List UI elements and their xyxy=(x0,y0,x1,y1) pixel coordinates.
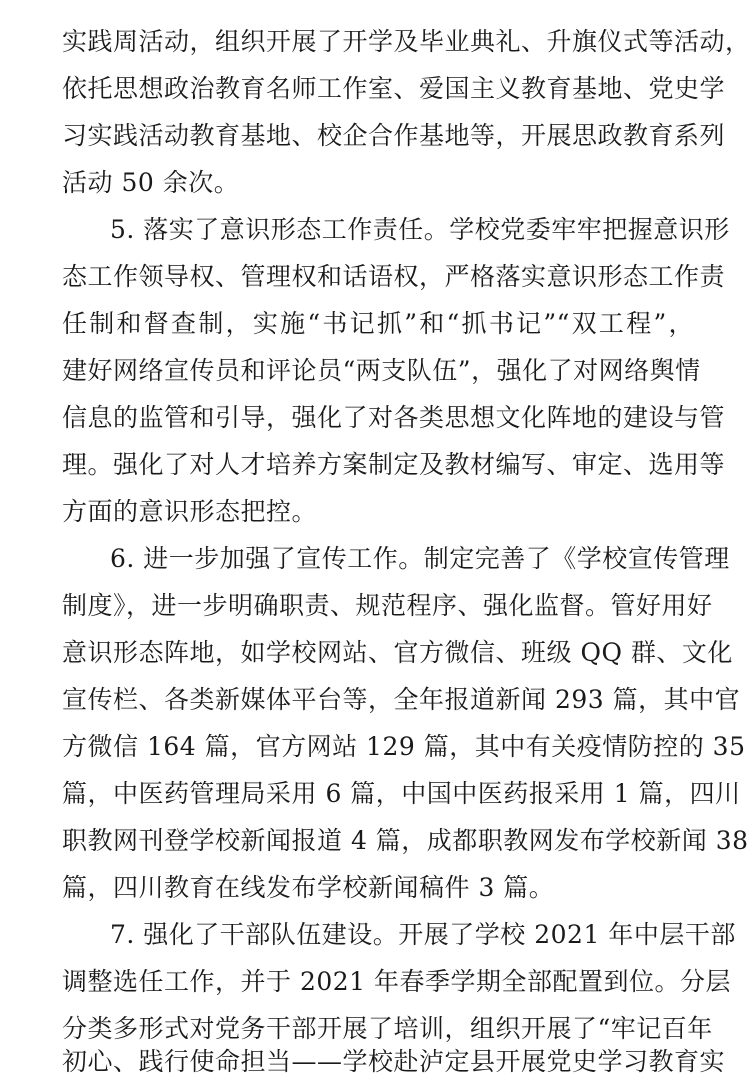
text-line: 信息的监管和引导，强化了对各类思想文化阵地的建设与管 xyxy=(62,403,726,432)
text-line: 职教网刊登学校新闻报道 4 篇，成都职教网发布学校新闻 38 xyxy=(62,826,749,855)
text-line: 方面的意识形态把控。 xyxy=(62,497,318,526)
text-line: 宣传栏、各类新媒体平台等，全年报道新闻 293 篇，其中官 xyxy=(62,685,741,714)
text-line: 篇，中医药管理局采用 6 篇，中国中医药报采用 1 篇，四川 xyxy=(62,779,741,808)
text-line: 活动 50 余次。 xyxy=(62,168,240,197)
text-line: 意识形态阵地，如学校网站、官方微信、班级 QQ 群、文化 xyxy=(62,638,733,667)
paragraph-heading-line: 5. 落实了意识形态工作责任。学校党委牢牢把握意识形 xyxy=(110,215,730,244)
paragraph-heading-line: 6. 进一步加强了宣传工作。制定完善了《学校宣传管理 xyxy=(110,544,730,573)
text-line: 调整选任工作，并于 2021 年春季学期全部配置到位。分层 xyxy=(62,967,732,996)
text-line: 依托思想政治教育名师工作室、爱国主义教育基地、党史学 xyxy=(62,74,726,103)
text-line: 方微信 164 篇，官方网站 129 篇，其中有关疫情防控的 35 xyxy=(62,732,746,761)
text-line: 理。强化了对人才培养方案制定及教材编写、审定、选用等 xyxy=(62,450,726,479)
text-line: 任制和督查制，实施“书记抓”和“抓书记”“双工程”， xyxy=(62,309,694,338)
text-line: 初心、践行使命担当——学校赴泸定县开展党史学习教育实 xyxy=(62,1047,726,1076)
text-line: 分类多形式对党务干部开展了培训，组织开展了“牢记百年 xyxy=(62,1014,713,1043)
text-line: 习实践活动教育基地、校企合作基地等，开展思政教育系列 xyxy=(62,121,726,150)
text-line: 篇，四川教育在线发布学校新闻稿件 3 篇。 xyxy=(62,873,555,902)
text-line: 实践周活动，组织开展了开学及毕业典礼、升旗仪式等活动， xyxy=(62,27,751,56)
text-line: 制度》，进一步明确职责、规范程序、强化监督。管好用好 xyxy=(62,591,713,620)
paragraph-heading-line: 7. 强化了干部队伍建设。开展了学校 2021 年中层干部 xyxy=(110,920,736,949)
text-line: 建好网络宣传员和评论员“两支队伍”，强化了对网络舆情 xyxy=(62,356,701,385)
text-line: 态工作领导权、管理权和话语权，严格落实意识形态工作责 xyxy=(62,262,726,291)
